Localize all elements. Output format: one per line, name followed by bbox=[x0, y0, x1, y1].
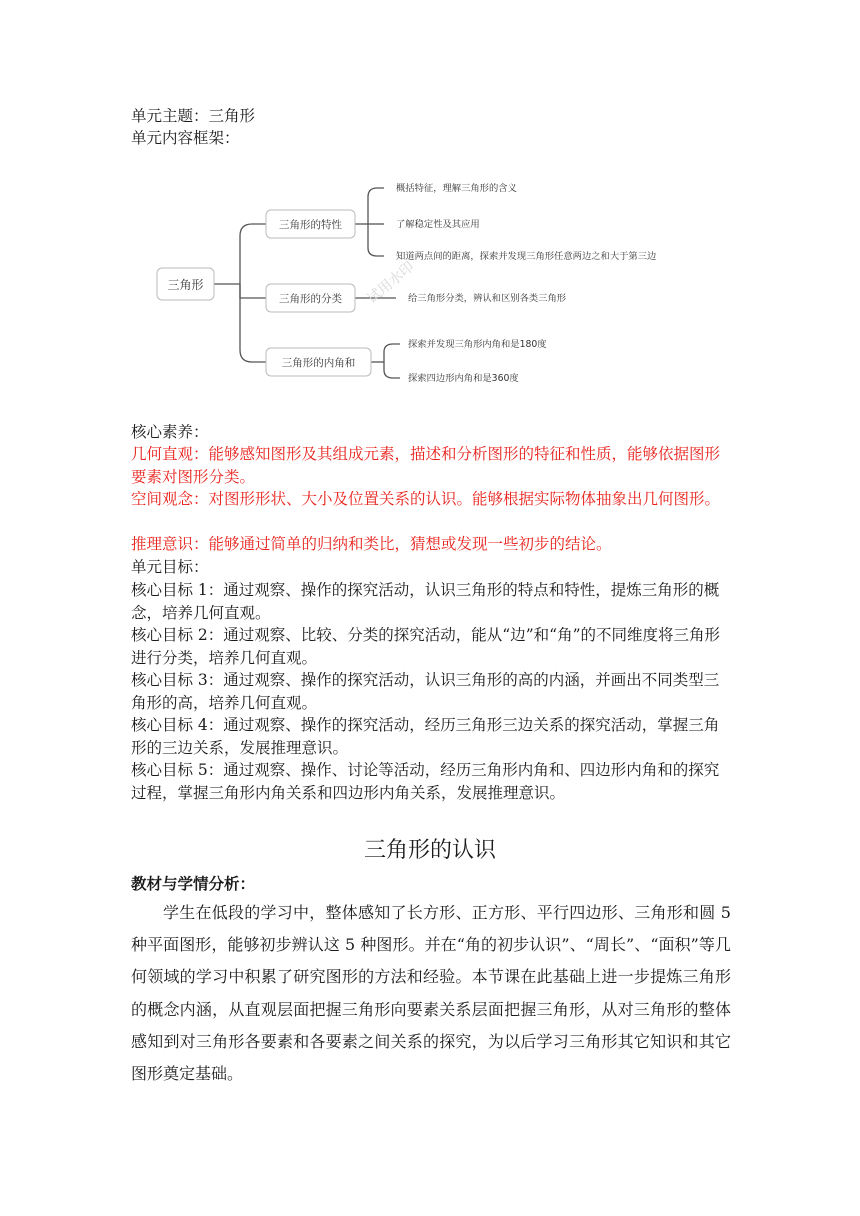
mindmap-branch-label: 三角形的分类 bbox=[279, 293, 342, 305]
mindmap-diagram bbox=[150, 172, 710, 394]
mindmap-leaf: 概括特征，理解三角形的含义 bbox=[396, 183, 517, 194]
mindmap-leaf: 知道两点间的距离，探索并发现三角形任意两边之和大于第三边 bbox=[396, 251, 657, 262]
framework-label: 单元内容框架： bbox=[131, 129, 240, 147]
mindmap-leaf: 探索四边形内角和是360度 bbox=[408, 373, 519, 384]
watermark: 试用水印 bbox=[364, 258, 418, 308]
literacy-item: 推理意识：能够通过简单的归纳和类比，猜想或发现一些初步的结论。 bbox=[131, 535, 612, 553]
mindmap-leaf: 探索并发现三角形内角和是180度 bbox=[408, 339, 547, 350]
mindmap-root-label: 三角形 bbox=[167, 278, 204, 292]
section-title: 三角形的认识 bbox=[363, 838, 496, 863]
literacy-heading: 核心素养： bbox=[131, 423, 209, 441]
mindmap-leaf: 了解稳定性及其应用 bbox=[396, 219, 480, 230]
unit-theme: 单元主题：三角形 bbox=[131, 107, 256, 125]
literacy-item: 空间观念：对图形形状、大小及位置关系的认识。能够根据实际物体抽象出几何图形。 bbox=[131, 490, 721, 508]
goal-item: 核心目标 5：通过观察、操作、讨论等活动，经历三角形内角和、四边形内角和的探究过程，掌握三角形内角关系和四边形内角关系，发展推理意识。 bbox=[131, 761, 720, 802]
goals-heading: 单元目标： bbox=[131, 558, 209, 576]
mindmap-branch-label: 三角形的特性 bbox=[279, 219, 342, 231]
goal-item: 核心目标 3：通过观察、操作的探究活动，认识三角形的高的内涵，并画出不同类型三角形的高，培养几何直观。 bbox=[131, 671, 720, 712]
mindmap-leaf: 给三角形分类，辨认和区别各类三角形 bbox=[408, 293, 567, 304]
analysis-heading: 教材与学情分析： bbox=[131, 874, 256, 893]
analysis-paragraph: 学生在低段的学习中，整体感知了长方形、正方形、平行四边形、三角形和圆 5 种平面图形，能够初步辨认这 5 种图形。并在“角的初步认识”、“周长”、“面积”等几何领域的学习中积累了研究图形的方法和经验。本节课在此基础上进一步提炼三角形的概念内涵，从直观层面把握三角形向要素关系层面把握三角形，从对三角形的整体感知到对三角形各要素和各要素之间关系的探究，为以后学习三角形其它知识和其它图形奠定基础。 bbox=[131, 903, 731, 1084]
goal-item: 核心目标 1：通过观察、操作的探究活动，认识三角形的特点和特性，提炼三角形的概念，培养几何直观。 bbox=[131, 581, 720, 622]
goal-item: 核心目标 4：通过观察、操作的探究活动，经历三角形三边关系的探究活动，掌握三角形的三边关系，发展推理意识。 bbox=[131, 716, 720, 757]
mindmap-branch-label: 三角形的内角和 bbox=[281, 357, 356, 369]
goal-item: 核心目标 2：通过观察、比较、分类的探究活动，能从“边”和“角”的不同维度将三角形进行分类，培养几何直观。 bbox=[131, 626, 720, 667]
literacy-item: 几何直观：能够感知图形及其组成元素，描述和分析图形的特征和性质，能够依据图形要素对图形分类。 bbox=[131, 445, 721, 486]
